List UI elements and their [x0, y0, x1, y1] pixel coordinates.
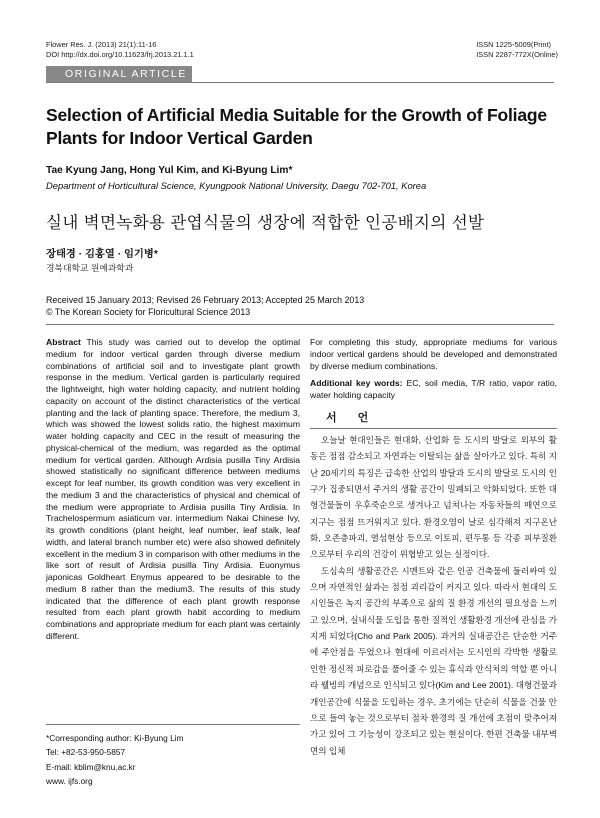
author-phone: Tel: +82-53-950-5857 [46, 747, 126, 758]
keywords-text: EC, soil media, T/R ratio, vapor ratio, water holding capacity [310, 378, 557, 400]
corresponding-author: *Corresponding author: Ki-Byung Lim [46, 733, 184, 743]
article-type-banner: ORIGINAL ARTICLE [46, 66, 192, 83]
intro-paragraph: 오늘날 현대인들은 현대화, 산업화 등 도시의 발달로 외부의 활동은 점점 감소되고 자연과는 이탈되는 삶을 살아가고 있다. 특히 지난 20세기의 특징은 급속한 산업의 발달과 도시의 발달로 도시의 인구가 집중되면서 주거의 생활 공간이 밀폐되고 악화되었다. 또한 대형건물들이 우후죽순으로 생겨나고 넘쳐나는 자동차들의 매연으로 지구는 점점 뜨거워지고 있다. 환경오염이 날로 심각해져 지구온난화, 오존층파괴, 열섬현상 등으로 이토피, 편두통 등 각종 피부질환으로부터 우리의 건강이 위협받고 있는 실정이다. [310, 435, 557, 560]
journal-citation: Flower Res. J. (2013) 21(1):11-16 [46, 40, 157, 49]
keywords-label: Additional key words: [310, 378, 403, 389]
author-list: Tae Kyung Jang, Hong Yul Kim, and Ki-Byung Lim* [46, 165, 293, 176]
korean-title: 실내 벽면녹화용 관엽식물의 생장에 적합한 인공배지의 선발 [46, 214, 485, 232]
abstract-continued-column [310, 337, 557, 402]
journal-header [46, 40, 194, 60]
introduction-heading: 서 언 [326, 412, 378, 424]
journal-website[interactable]: www. ijfs.org [46, 775, 93, 786]
copyright-notice: © The Korean Society for Floricultural Science 2013 [46, 307, 251, 317]
paper-title: Selection of Artificial Media Suitable for the Growth of Foliage Plants for Indoor Vertical Garden [46, 105, 547, 148]
author-email[interactable]: E-mail: kblim@knu.ac.kr [46, 761, 136, 772]
received-dates: Received 15 January 2013; Revised 26 February 2013; Accepted 25 March 2013 [46, 295, 365, 305]
abstract-column [46, 337, 300, 643]
affiliation: Department of Horticultural Science, Kyungpook National University, Daegu 702-701, Korea [46, 180, 427, 191]
introduction-rule [310, 428, 557, 429]
abstract-continued-text: For completing this study, appropriate mediums for various indoor vertical gardens should be developed and demonstrated by diverse medium combinations. [310, 337, 557, 371]
issn-print: ISSN 1225-5009(Print) [476, 40, 551, 49]
issn-block [476, 40, 558, 60]
issn-online: ISSN 2287-772X(Online) [476, 50, 558, 59]
korean-authors: 장태경 · 김홍열 · 임기병* [46, 249, 158, 260]
correspondence-block [46, 731, 183, 788]
submission-dates [46, 294, 364, 318]
abstract-text: This study was carried out to develop the optimal medium for indoor vertical garden through diverse medium combinations of artificial soil and to investigate plant growth response in the medium. Vertical garden is particularly required the lightweight, high water holding capacity, and nutrient holding capacity on account of the distinct characteristics of the vertical planting and the lack of planting space. Therefore, the medium 3, which was showed the lowest solids ratio, the highest maximum water holding capacity and CEC in the result of measuring the physical-chemical of the medium, was regarded as the optimal medium for vertical garden. Although Ardisia pusilla Tiny Ardisia showed statistically no significant difference between mediums except for leaf number, its growth condition was very excellent in the medium 3 and the characteristics of physical and chemical of the medium were appropriate to Ardisia pusilla Tiny Ardisia. In Trachelospermum asiaticum var. intermedium Nakai Chinese Ivy, its growth conditions (plant height, leaf number, leaf stalk, leaf width, and lateral branch number etc) were also showed definitely excellent in the medium 3 in comparison with other mediums in the like sort of result of Ardisia pusilla Tiny Ardisia. Euonymus japonicas Goldheart Enymus appeared to be desirable to the medium 8 rather than the medium3. The results of this study indicated that the difference of each plant growth response resulted from each plant growth habit according to medium combinations and appropriate medium for each plant was certainly different. [46, 337, 301, 641]
korean-affiliation: 경북대학교 원예과학과 [46, 263, 134, 273]
abstract-top-rule [46, 324, 554, 325]
doi-link[interactable]: DOI http://dx.doi.org/10.11623/frj.2013.21.1.1 [46, 50, 194, 59]
header-divider [46, 82, 554, 83]
abstract-label: Abstract [46, 337, 81, 347]
footnote-rule [46, 724, 300, 725]
intro-paragraph: 도심속의 생활공간은 시멘트와 같은 인공 건축물에 둘러싸여 있으며 자연적인 삶과는 점점 괴리감이 커지고 있다. 따라서 현대의 도시인들은 녹지 공간의 부족으로 삶의 질 환경 개선의 필요성을 느끼고 있으며, 실내식물 도입을 통한 질적인 생활환경 개선에 관심을 가지게 되었다(Cho and Park 2005). 과거의 실내공간은 단순한 거주에 주안점을 두었으나 현대에 이르러서는 도시인의 각박한 생활로 인한 정신적 피로감을 풀어줄 수 있는 휴식과 안식처의 역할 뿐 아니라 웰빙의 개념으로 인식되고 있다(Kim and Lee 2001). 대형건물과 개인공간에 식물을 도입하는 경우, 초기에는 단순히 식물을 건물 안으로 들여 놓는 것으로부터 점차 환경의 질 개선에 초점이 맞추어져 가고 있어 그 기능성이 강조되고 있는 현실이다. 한편 건축물 내부벽면의 입체 [310, 565, 557, 756]
introduction-body [310, 432, 557, 759]
